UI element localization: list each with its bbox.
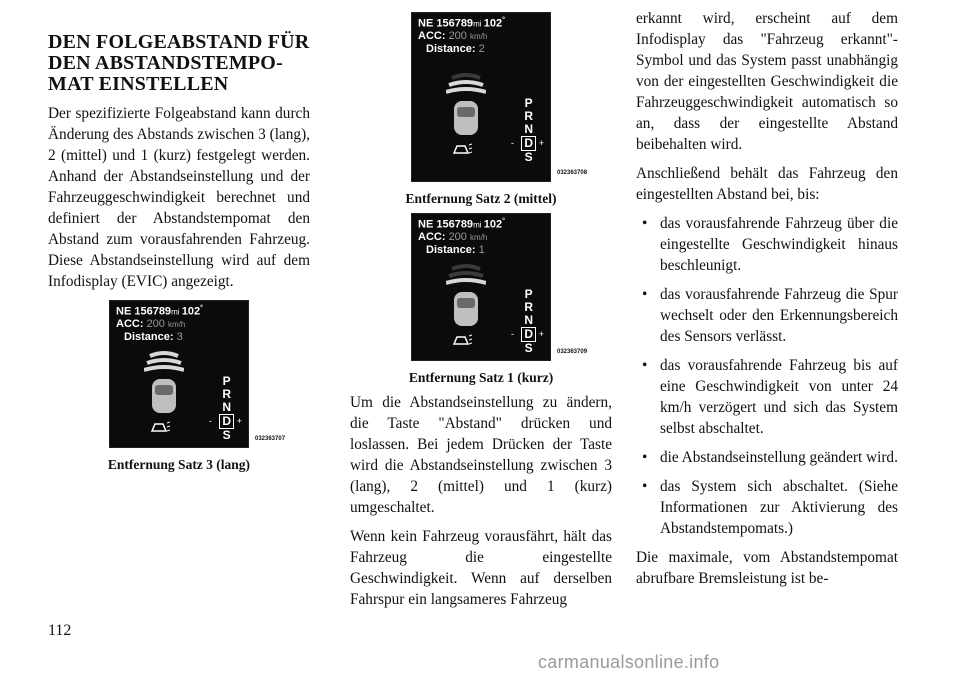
acc-speed-value: 200: [146, 318, 168, 330]
evic-screen-wrap: [411, 213, 588, 361]
distance-graphic: [446, 69, 486, 149]
acc-label: ACC:: [116, 318, 147, 330]
car-window: [457, 298, 475, 308]
figure-distance-2: [350, 12, 612, 207]
list-item: • das vorausfahrende Fahrzeug bis auf eine Geschwindigkeit von unter 24 km/h verzögert und sich das System selbst abschaltet.: [636, 355, 898, 439]
evic-display-screen: [411, 213, 551, 361]
gear-indicator: [219, 375, 234, 442]
page-number: 112: [48, 622, 72, 639]
compass-heading: NE: [418, 218, 437, 231]
distance-graphic: [144, 347, 184, 427]
gear-plus-symbol: +: [236, 416, 242, 426]
figure-code: 032363707: [255, 436, 286, 442]
distance-bar: [446, 280, 486, 283]
temperature-unit: °: [502, 218, 505, 225]
column-left: [48, 28, 310, 479]
gear-s: S: [222, 428, 231, 442]
distance-value: 1: [478, 244, 485, 256]
paragraph-change-distance: Um die Abstandseinstellung zu ändern, die Taste "Abstand" drücken und loslassen. Bei jedem Drücken der Taste wird die Abstandseinstellung zwischen 3 (lang), 2 (mittel) und 1 (kurz) umgeschaltet.: [350, 394, 612, 516]
odometer-unit: mi: [473, 220, 484, 230]
odometer-unit: mi: [473, 19, 484, 29]
gear-minus-symbol: -: [511, 138, 514, 148]
gear-p: P: [524, 96, 533, 110]
watermark: carmanualsonline.info: [538, 652, 720, 672]
figure-distance-1: [350, 213, 612, 386]
odometer-value: 156789: [436, 17, 474, 30]
odometer-value: 156789: [436, 218, 474, 231]
acc-speed-value: 200: [448, 30, 470, 42]
gear-r: R: [222, 387, 231, 401]
figure-caption: Entfernung Satz 3 (lang): [107, 457, 251, 472]
figure-caption: Entfernung Satz 2 (mittel): [405, 191, 557, 206]
gear-r: R: [524, 109, 533, 123]
odometer-unit: mi: [171, 307, 182, 317]
distance-value: 3: [176, 331, 183, 343]
temperature-value: 102: [181, 305, 201, 318]
gear-d: D: [219, 414, 234, 429]
distance-row: [124, 331, 183, 343]
paragraph-no-vehicle: Wenn kein Fahrzeug vorausfährt, hält das Fahrzeug die eingestellte Geschwindigkeit. Wenn auf derselben Fahrspur ein langsameres Fahrzeug: [350, 528, 612, 608]
temperature-unit: °: [200, 305, 203, 312]
paragraph-max-braking: Die maximale, vom Abstandstempomat abrufbare Bremsleistung ist be-: [636, 549, 898, 587]
speed-unit: km/h: [167, 320, 186, 329]
compass-heading: NE: [116, 305, 135, 318]
distance-bar: [147, 360, 181, 363]
acc-speed-row: [116, 318, 185, 330]
list-item: • das System sich abschaltet. (Siehe Informationen zur Aktivierung des Abstandstempomats.): [636, 476, 898, 539]
gear-s: S: [524, 341, 533, 355]
acc-vehicle-icon: [452, 332, 472, 348]
distance-label: Distance:: [426, 244, 479, 256]
list-item: • das vorausfahrende Fahrzeug die Spur wechselt oder den Erkennungsbereich des Sensors verlässt.: [636, 284, 898, 347]
gear-s: S: [524, 150, 533, 164]
acc-speed-row: [418, 30, 487, 42]
odometer-value: 156789: [134, 305, 172, 318]
gear-d: D: [521, 136, 536, 151]
distance-bar: [150, 353, 178, 356]
gear-n: N: [524, 122, 533, 136]
distance-bar: [452, 266, 480, 269]
column-right: [636, 8, 898, 597]
gear-minus-symbol: -: [511, 329, 514, 339]
display-status-row: [116, 305, 203, 318]
gear-n: N: [524, 313, 533, 327]
distance-label: Distance:: [124, 331, 177, 343]
evic-display-screen: [411, 12, 551, 182]
evic-screen-wrap: [411, 12, 588, 182]
distance-bar: [446, 89, 486, 92]
car-window: [155, 385, 173, 395]
acc-label: ACC:: [418, 231, 449, 243]
section-heading: DEN FOLGEABSTAND FÜR DEN ABSTANDSTEMPO-MAT EINSTELLEN: [48, 31, 310, 95]
gear-plus-symbol: +: [538, 329, 544, 339]
distance-value: 2: [478, 43, 485, 55]
gear-p: P: [222, 374, 231, 388]
display-status-row: [418, 218, 505, 231]
acc-vehicle-icon: [452, 141, 472, 157]
gear-indicator: [521, 97, 536, 164]
paragraph-maintain-distance: Anschließend behält das Fahrzeug den eingestellten Abstand bei, bis:: [636, 165, 898, 203]
gear-d: D: [521, 327, 536, 342]
speed-unit: km/h: [469, 233, 488, 242]
acc-label: ACC:: [418, 30, 449, 42]
intro-paragraph: Der spezifizierte Folgeabstand kann durch Änderung des Abstands zwischen 3 (lang), 2 (mittel) und 1 (kurz) festgelegt werden. Anhand der Abstandseinstellung und der Fahrzeuggeschwindigkeit berechnet und definiert der Abstandstempomat den Abstand zum vorausfahrenden Fahrzeug. Diese Abstandseinstellung wird auf dem Infodisplay (EVIC) angezeigt.: [48, 105, 310, 290]
paragraph-vehicle-detected: erkannt wird, erscheint auf dem Infodisplay das "Fahrzeug erkannt"-Symbol und das System passt unabhängig von der eingestellten Geschwindigkeit die Fahrzeuggeschwindigkeit automatisch so an, dass der eingestellte Abstand beibehalten wird.: [636, 10, 898, 153]
temperature-value: 102: [483, 17, 503, 30]
gear-plus-symbol: +: [538, 138, 544, 148]
distance-row: [426, 43, 485, 55]
temperature-unit: °: [502, 17, 505, 24]
car-icon: [152, 379, 176, 413]
figure-distance-3: [48, 300, 310, 473]
compass-heading: NE: [418, 17, 437, 30]
car-icon: [454, 292, 478, 326]
distance-bar: [449, 82, 483, 85]
gear-indicator: [521, 288, 536, 355]
car-icon: [454, 101, 478, 135]
distance-bar: [452, 75, 480, 78]
temperature-value: 102: [483, 218, 503, 231]
distance-bar: [144, 367, 184, 370]
condition-list: [636, 213, 898, 539]
speed-unit: km/h: [469, 32, 488, 41]
list-item: • die Abstandseinstellung geändert wird.: [636, 447, 898, 468]
distance-graphic: [446, 260, 486, 340]
list-item: • das vorausfahrende Fahrzeug über die eingestellte Geschwindigkeit hinaus beschleunigt.: [636, 213, 898, 276]
distance-label: Distance:: [426, 43, 479, 55]
distance-bar: [449, 273, 483, 276]
display-status-row: [418, 17, 505, 30]
evic-screen-wrap: [109, 300, 286, 448]
gear-r: R: [524, 300, 533, 314]
acc-speed-value: 200: [448, 231, 470, 243]
gear-n: N: [222, 400, 231, 414]
figure-caption: Entfernung Satz 1 (kurz): [408, 370, 554, 385]
car-window: [457, 107, 475, 117]
distance-row: [426, 244, 485, 256]
acc-speed-row: [418, 231, 487, 243]
column-middle: [350, 12, 612, 618]
evic-display-screen: [109, 300, 249, 448]
gear-minus-symbol: -: [209, 416, 212, 426]
figure-code: 032363709: [557, 349, 588, 355]
gear-p: P: [524, 287, 533, 301]
figure-code: 032363708: [557, 170, 588, 176]
acc-vehicle-icon: [150, 419, 170, 435]
